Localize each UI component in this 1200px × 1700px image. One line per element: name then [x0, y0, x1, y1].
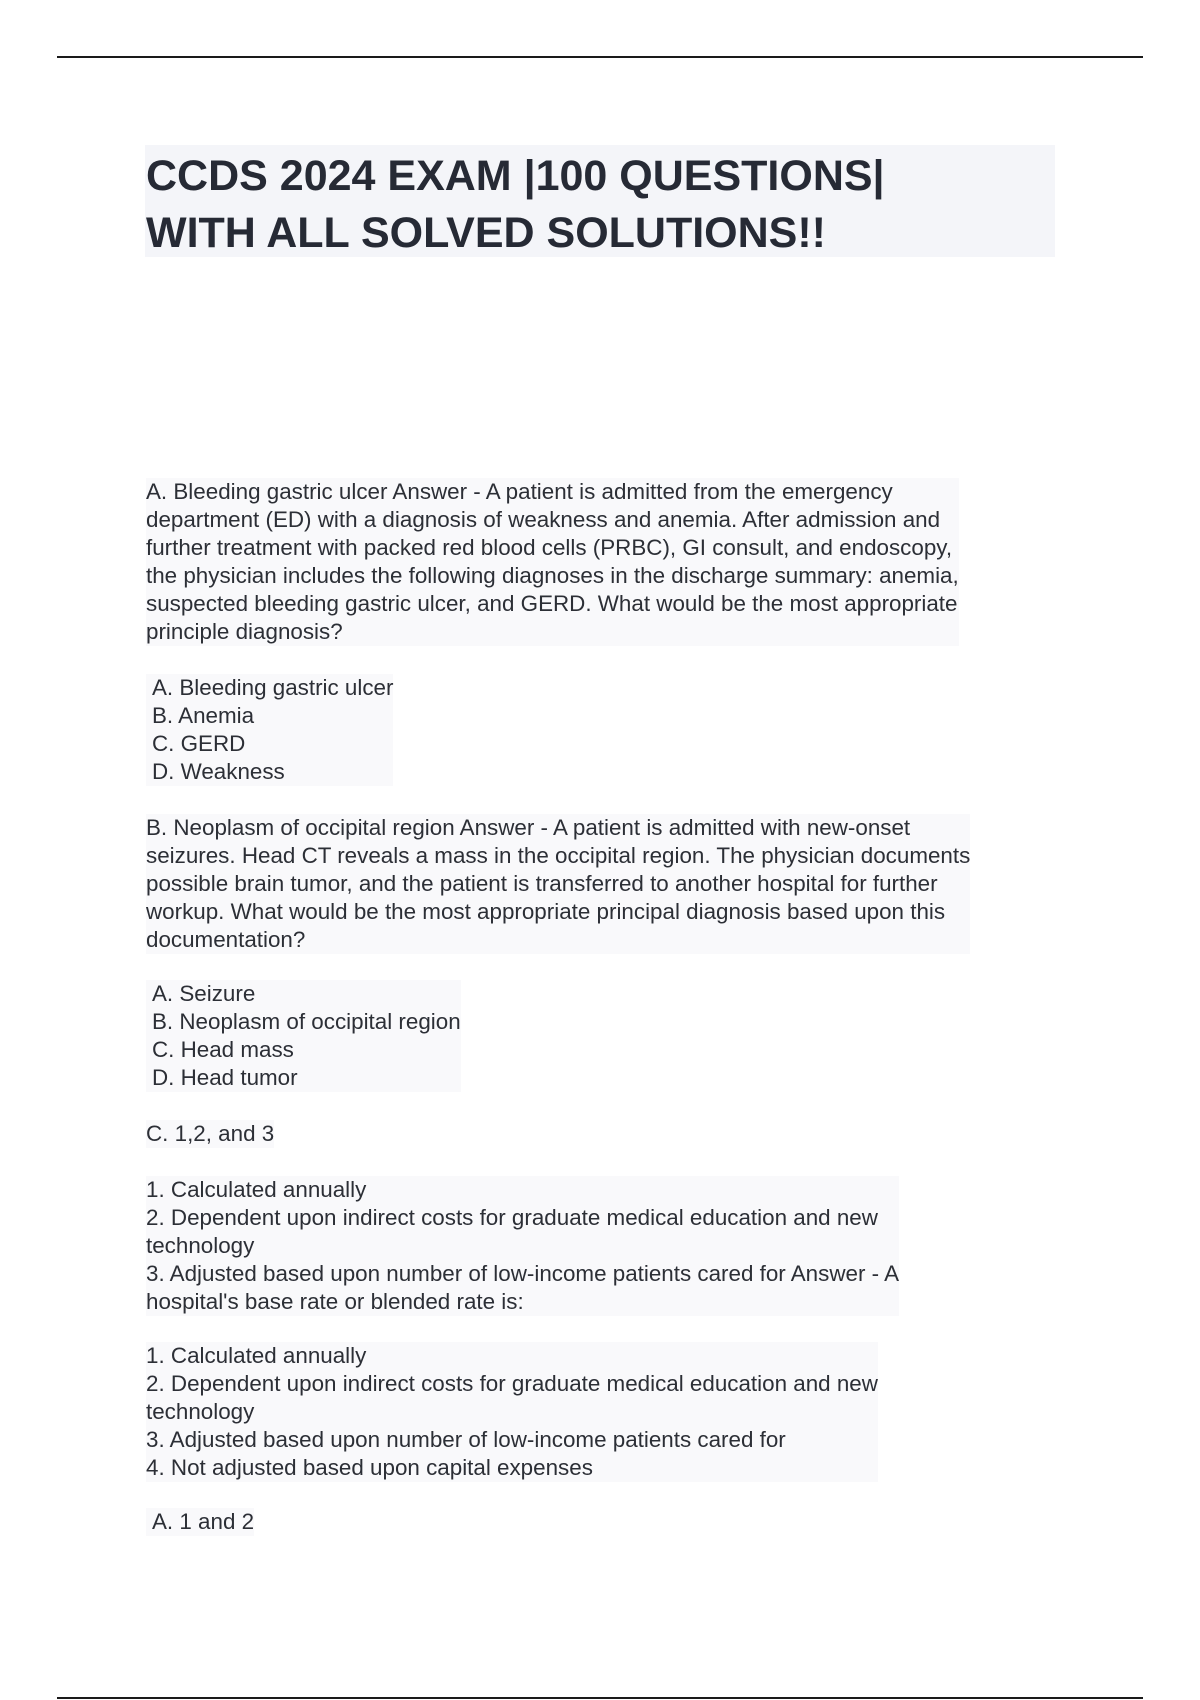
page-title	[146, 148, 1046, 262]
question-line: technology	[146, 1233, 255, 1258]
question-1-text	[146, 478, 959, 646]
question-line: workup. What would be the most appropriate principal diagnosis based upon this	[146, 899, 946, 924]
list-item: 1. Calculated annually	[146, 1343, 367, 1368]
question-line: the physician includes the following diagnoses in the discharge summary: anemia,	[146, 563, 959, 588]
top-rule	[57, 56, 1143, 58]
question-3-list	[146, 1342, 1066, 1482]
list-item: 2. Dependent upon indirect costs for graduate medical education and new	[146, 1371, 878, 1396]
list-item: technology	[146, 1399, 255, 1424]
options-list	[146, 674, 393, 786]
question-3-options	[146, 1508, 1066, 1536]
question-line: further treatment with packed red blood cells (PRBC), GI consult, and endoscopy,	[146, 535, 953, 560]
option-item: C. Head mass	[152, 1037, 294, 1062]
answer-line: C. 1,2, and 3	[146, 1121, 275, 1146]
question-2-text	[146, 814, 970, 954]
question-line: 1. Calculated annually	[146, 1177, 367, 1202]
question-2	[146, 814, 1066, 954]
title-line-1: CCDS 2024 EXAM |100 QUESTIONS|	[146, 152, 885, 200]
question-line: 3. Adjusted based upon number of low-income patients cared for Answer - A	[146, 1261, 900, 1286]
option-item: A. Seizure	[152, 981, 256, 1006]
question-3-answer	[146, 1120, 1066, 1148]
question-line: principle diagnosis?	[146, 619, 343, 644]
option-item: C. GERD	[152, 731, 246, 756]
question-line: hospital's base rate or blended rate is:	[146, 1289, 524, 1314]
question-line: 2. Dependent upon indirect costs for graduate medical education and new	[146, 1205, 878, 1230]
question-3-text	[146, 1176, 899, 1316]
question-3	[146, 1176, 1066, 1316]
list-item: 4. Not adjusted based upon capital expenses	[146, 1455, 593, 1480]
options-list	[146, 1508, 254, 1536]
option-item: D. Head tumor	[152, 1065, 298, 1090]
numbered-list	[146, 1342, 878, 1482]
question-2-options	[146, 980, 1066, 1092]
answer-text	[146, 1120, 274, 1148]
question-line: documentation?	[146, 927, 306, 952]
question-line: department (ED) with a diagnosis of weakness and anemia. After admission and	[146, 507, 941, 532]
question-line: possible brain tumor, and the patient is transferred to another hospital for further	[146, 871, 938, 896]
option-item: D. Weakness	[152, 759, 285, 784]
question-1-options	[146, 674, 1066, 786]
option-item: B. Anemia	[152, 703, 255, 728]
option-item: B. Neoplasm of occipital region	[152, 1009, 461, 1034]
question-line: B. Neoplasm of occipital region Answer - A patient is admitted with new-onset	[146, 815, 911, 840]
question-line: suspected bleeding gastric ulcer, and GERD. What would be the most appropriate	[146, 591, 958, 616]
bottom-rule	[57, 1697, 1143, 1699]
title-line-2: WITH ALL SOLVED SOLUTIONS!!	[146, 209, 827, 257]
option-item: A. Bleeding gastric ulcer	[152, 675, 394, 700]
options-list	[146, 980, 461, 1092]
list-item: 3. Adjusted based upon number of low-income patients cared for	[146, 1427, 786, 1452]
question-line: A. Bleeding gastric ulcer Answer - A patient is admitted from the emergency	[146, 479, 893, 504]
question-line: seizures. Head CT reveals a mass in the occipital region. The physician documents	[146, 843, 971, 868]
option-item: A. 1 and 2	[152, 1509, 255, 1534]
question-1	[146, 478, 1066, 646]
